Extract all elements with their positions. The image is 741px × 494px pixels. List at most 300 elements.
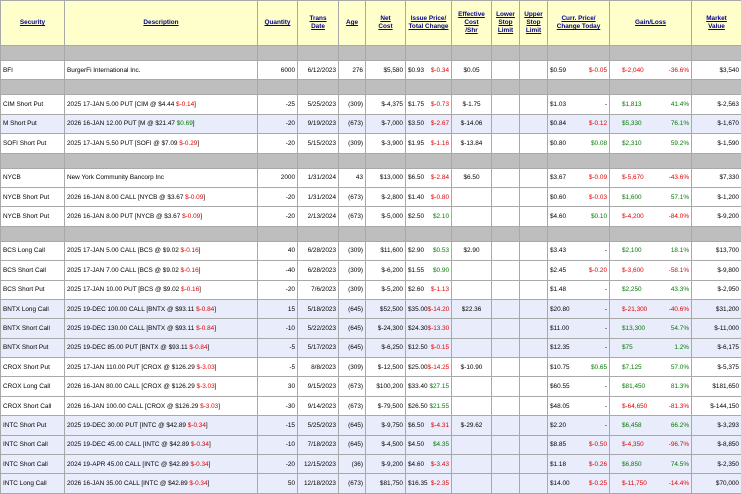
quantity-cell: 50 xyxy=(258,474,298,493)
total-change: $-0.80 xyxy=(431,194,449,201)
effective-cost-cell: $22.36 xyxy=(452,299,492,318)
upper-stop-cell[interactable] xyxy=(520,168,548,187)
table-row[interactable] xyxy=(1,299,741,318)
lower-stop-cell[interactable] xyxy=(492,435,520,454)
change-today: $0.10 xyxy=(591,213,607,220)
trans-date-cell: 5/17/2023 xyxy=(298,338,339,357)
gain-loss-amount: $-2,040 xyxy=(622,67,644,74)
lower-stop-cell[interactable] xyxy=(492,168,520,187)
gain-loss-amount: $81,450 xyxy=(622,383,645,390)
description-end: ] xyxy=(209,461,211,468)
table-row[interactable] xyxy=(1,338,741,357)
gain-loss-cell xyxy=(610,207,692,226)
table-row[interactable] xyxy=(1,114,741,133)
curr-price-cell xyxy=(548,114,610,133)
quantity-cell: -40 xyxy=(258,261,298,280)
col-issue-price[interactable]: Issue Price/ Total Change xyxy=(406,1,452,46)
separator-cell xyxy=(366,226,406,241)
curr-price: $4.60 xyxy=(550,213,566,220)
underlying-change: $-3.03 xyxy=(200,403,218,410)
separator-cell xyxy=(492,153,520,168)
gain-loss-amount: $-11,750 xyxy=(622,480,647,487)
upper-stop-cell[interactable] xyxy=(520,114,548,133)
security-cell: NYCB Short Put xyxy=(1,187,65,206)
table-row[interactable] xyxy=(1,474,741,493)
security-cell: BCS Long Call xyxy=(1,241,65,260)
issue-price-cell xyxy=(406,319,452,338)
table-row[interactable] xyxy=(1,319,741,338)
upper-stop-cell[interactable] xyxy=(520,207,548,226)
table-row[interactable] xyxy=(1,396,741,415)
gain-loss-amount: $6,458 xyxy=(622,422,642,429)
description-text: New York Community Bancorp Inc xyxy=(67,174,164,181)
description-cell xyxy=(65,299,258,318)
description-end: ] xyxy=(199,286,201,293)
upper-stop-cell[interactable] xyxy=(520,435,548,454)
gain-loss-percent: -40.6% xyxy=(669,306,689,313)
table-row[interactable] xyxy=(1,207,741,226)
security-cell: CROX Long Call xyxy=(1,377,65,396)
description-text: 2025 19-DEC 130.00 CALL [BNTX @ $93.11 xyxy=(67,325,196,332)
net-cost-cell: $-4,500 xyxy=(366,435,406,454)
upper-stop-cell[interactable] xyxy=(520,319,548,338)
lower-stop-cell[interactable] xyxy=(492,299,520,318)
curr-price-cell xyxy=(548,416,610,435)
effective-cost-cell xyxy=(452,455,492,474)
col-lower-stop[interactable]: Lower Stop Limit xyxy=(492,1,520,46)
upper-stop-cell[interactable] xyxy=(520,377,548,396)
separator-cell xyxy=(452,46,492,61)
description-text: 2025 17-JAN 10.00 PUT [BCS @ $9.02 xyxy=(67,286,181,293)
issue-price-cell xyxy=(406,207,452,226)
col-curr-price[interactable]: Curr. Price/ Change Today xyxy=(548,1,610,46)
col-security[interactable]: Security xyxy=(1,1,65,46)
description-end: ] xyxy=(206,422,208,429)
table-row[interactable] xyxy=(1,187,741,206)
curr-price: $1.48 xyxy=(550,286,566,293)
upper-stop-cell[interactable] xyxy=(520,134,548,153)
change-today: $-0.20 xyxy=(589,267,607,274)
separator-cell xyxy=(406,226,452,241)
header-row xyxy=(1,1,741,46)
separator-cell xyxy=(452,226,492,241)
col-age[interactable]: Age xyxy=(339,1,366,46)
separator-cell xyxy=(258,226,298,241)
separator-cell xyxy=(610,153,692,168)
security-cell: INTC Long Call xyxy=(1,474,65,493)
market-value-cell: $-6,175 xyxy=(692,338,741,357)
issue-price: $4.50 xyxy=(408,441,424,448)
gain-loss-cell xyxy=(610,416,692,435)
underlying-change: $-0.16 xyxy=(181,286,199,293)
issue-price-cell xyxy=(406,474,452,493)
net-cost-cell: $-4,375 xyxy=(366,95,406,114)
issue-price: $2.50 xyxy=(408,213,424,220)
net-cost-cell: $-12,500 xyxy=(366,358,406,377)
table-row[interactable] xyxy=(1,280,741,299)
net-cost-cell: $-79,500 xyxy=(366,396,406,415)
issue-price-cell xyxy=(406,358,452,377)
underlying-change: $-0.09 xyxy=(182,213,200,220)
curr-price: $1.18 xyxy=(550,461,566,468)
age-cell: (36) xyxy=(339,455,366,474)
effective-cost-cell xyxy=(452,474,492,493)
description-text: 2025 17-JAN 7.00 CALL [BCS @ $9.02 xyxy=(67,267,181,274)
underlying-change: $-3.03 xyxy=(197,383,215,390)
description-text: 2025 17-JAN 5.00 PUT [CIM @ $4.44 xyxy=(67,101,176,108)
trans-date-cell: 2/13/2024 xyxy=(298,207,339,226)
upper-stop-cell[interactable] xyxy=(520,396,548,415)
effective-cost-cell: $-14.06 xyxy=(452,114,492,133)
gain-loss-percent: 1.2% xyxy=(674,344,689,351)
description-text: 2026 16-JAN 80.00 CALL [CROX @ $126.29 xyxy=(67,383,197,390)
underlying-change: $-0.84 xyxy=(189,344,207,351)
separator-cell xyxy=(1,226,65,241)
separator-cell xyxy=(492,226,520,241)
separator-cell xyxy=(298,46,339,61)
table-row[interactable] xyxy=(1,435,741,454)
trans-date-cell: 1/31/2024 xyxy=(298,187,339,206)
separator-cell xyxy=(548,80,610,95)
gain-loss-percent: 76.1% xyxy=(671,120,689,127)
lower-stop-cell[interactable] xyxy=(492,377,520,396)
issue-price-cell xyxy=(406,261,452,280)
change-today: - xyxy=(605,306,607,313)
total-change: $0.53 xyxy=(433,247,449,254)
table-row[interactable] xyxy=(1,358,741,377)
curr-price: $0.84 xyxy=(550,120,566,127)
separator-cell xyxy=(492,46,520,61)
curr-price-cell xyxy=(548,261,610,280)
curr-price: $3.43 xyxy=(550,247,566,254)
separator-cell xyxy=(610,226,692,241)
quantity-cell: -20 xyxy=(258,187,298,206)
security-cell: CROX Short Call xyxy=(1,396,65,415)
description-end: ] xyxy=(208,344,210,351)
table-row[interactable] xyxy=(1,134,741,153)
age-cell: (309) xyxy=(339,241,366,260)
total-change: $4.35 xyxy=(433,441,449,448)
issue-price-cell xyxy=(406,134,452,153)
description-cell xyxy=(65,377,258,396)
quantity-cell: -5 xyxy=(258,358,298,377)
separator-cell xyxy=(610,80,692,95)
issue-price: $1.75 xyxy=(408,101,424,108)
issue-price: $2.90 xyxy=(408,247,424,254)
col-upper-stop[interactable]: Upper Stop Limit xyxy=(520,1,548,46)
change-today: $-0.05 xyxy=(589,67,607,74)
age-cell: (673) xyxy=(339,207,366,226)
lower-stop-cell[interactable] xyxy=(492,416,520,435)
effective-cost-cell: $6.50 xyxy=(452,168,492,187)
description-text: 2025 19-DEC 30.00 PUT [INTC @ $42.89 xyxy=(67,422,188,429)
separator-cell xyxy=(520,80,548,95)
lower-stop-cell[interactable] xyxy=(492,261,520,280)
col-trans-date[interactable]: Trans Date xyxy=(298,1,339,46)
security-cell: NYCB Short Put xyxy=(1,207,65,226)
total-change: $-2.84 xyxy=(431,174,449,181)
gain-loss-percent: -96.7% xyxy=(669,441,689,448)
col-description[interactable]: Description xyxy=(65,1,258,46)
quantity-cell: -5 xyxy=(258,338,298,357)
separator-row xyxy=(1,153,741,168)
age-cell: (673) xyxy=(339,114,366,133)
gain-loss-percent: -43.6% xyxy=(669,174,689,181)
gain-loss-amount: $5,330 xyxy=(622,120,642,127)
age-cell: 276 xyxy=(339,61,366,80)
lower-stop-cell[interactable] xyxy=(492,241,520,260)
change-today: $-0.12 xyxy=(589,120,607,127)
gain-loss-cell xyxy=(610,396,692,415)
gain-loss-percent: 43.3% xyxy=(671,286,689,293)
gain-loss-percent: 18.1% xyxy=(671,247,689,254)
trans-date-cell: 7/18/2023 xyxy=(298,435,339,454)
lower-stop-cell[interactable] xyxy=(492,280,520,299)
underlying-change: $-0.34 xyxy=(190,461,208,468)
net-cost-cell: $-5,200 xyxy=(366,280,406,299)
issue-price-cell xyxy=(406,455,452,474)
change-today: $-0.26 xyxy=(589,461,607,468)
trans-date-cell: 8/8/2023 xyxy=(298,358,339,377)
lower-stop-cell[interactable] xyxy=(492,187,520,206)
gain-loss-cell xyxy=(610,299,692,318)
lower-stop-cell[interactable] xyxy=(492,396,520,415)
change-today: $-0.03 xyxy=(589,194,607,201)
upper-stop-cell[interactable] xyxy=(520,261,548,280)
total-change: $-2.67 xyxy=(431,120,449,127)
change-today: - xyxy=(605,325,607,332)
upper-stop-cell[interactable] xyxy=(520,95,548,114)
age-cell: 43 xyxy=(339,168,366,187)
curr-price-cell xyxy=(548,358,610,377)
curr-price-cell xyxy=(548,280,610,299)
effective-cost-cell xyxy=(452,435,492,454)
separator-row xyxy=(1,226,741,241)
table-row[interactable] xyxy=(1,241,741,260)
separator-cell xyxy=(452,80,492,95)
issue-price-cell xyxy=(406,280,452,299)
separator-cell xyxy=(366,46,406,61)
market-value-cell: $-1,590 xyxy=(692,134,741,153)
description-end: ] xyxy=(199,247,201,254)
security-cell: M Short Put xyxy=(1,114,65,133)
net-cost-cell: $11,600 xyxy=(366,241,406,260)
underlying-change: $0.69 xyxy=(177,120,193,127)
market-value-cell: $-9,800 xyxy=(692,261,741,280)
market-value-cell: $70,000 xyxy=(692,474,741,493)
lower-stop-cell[interactable] xyxy=(492,114,520,133)
description-cell xyxy=(65,61,258,80)
effective-cost-cell: $-13.84 xyxy=(452,134,492,153)
separator-cell xyxy=(692,226,741,241)
issue-price-cell xyxy=(406,396,452,415)
underlying-change: $-3.03 xyxy=(197,364,215,371)
lower-stop-cell[interactable] xyxy=(492,338,520,357)
net-cost-cell: $-7,000 xyxy=(366,114,406,133)
description-end: ] xyxy=(209,441,211,448)
separator-cell xyxy=(520,46,548,61)
market-value-cell: $-2,350 xyxy=(692,455,741,474)
effective-cost-cell: $-1.75 xyxy=(452,95,492,114)
gain-loss-cell xyxy=(610,61,692,80)
quantity-cell: 15 xyxy=(258,299,298,318)
total-change: $-0.34 xyxy=(431,67,449,74)
effective-cost-cell: $2.90 xyxy=(452,241,492,260)
trans-date-cell: 9/19/2023 xyxy=(298,114,339,133)
gain-loss-cell xyxy=(610,95,692,114)
issue-price-cell xyxy=(406,95,452,114)
lower-stop-cell[interactable] xyxy=(492,207,520,226)
upper-stop-cell[interactable] xyxy=(520,280,548,299)
col-quantity[interactable]: Quantity xyxy=(258,1,298,46)
separator-cell xyxy=(406,46,452,61)
upper-stop-cell[interactable] xyxy=(520,187,548,206)
security-cell: INTC Short Call xyxy=(1,455,65,474)
gain-loss-cell xyxy=(610,114,692,133)
curr-price: $0.59 xyxy=(550,67,566,74)
market-value-cell: $-11,000 xyxy=(692,319,741,338)
gain-loss-amount: $2,250 xyxy=(622,286,642,293)
gain-loss-percent: 54.7% xyxy=(671,325,689,332)
quantity-cell: -20 xyxy=(258,280,298,299)
issue-price-cell xyxy=(406,377,452,396)
quantity-cell: -15 xyxy=(258,416,298,435)
upper-stop-cell[interactable] xyxy=(520,474,548,493)
effective-cost-cell xyxy=(452,377,492,396)
lower-stop-cell[interactable] xyxy=(492,455,520,474)
lower-stop-cell[interactable] xyxy=(492,358,520,377)
issue-price-cell xyxy=(406,61,452,80)
table-row[interactable] xyxy=(1,377,741,396)
lower-stop-cell[interactable] xyxy=(492,61,520,80)
underlying-change: $-0.34 xyxy=(191,441,209,448)
gain-loss-percent: 66.2% xyxy=(671,422,689,429)
table-row[interactable] xyxy=(1,416,741,435)
age-cell: (673) xyxy=(339,377,366,396)
upper-stop-cell[interactable] xyxy=(520,358,548,377)
underlying-change: $-0.34 xyxy=(189,480,207,487)
description-cell xyxy=(65,358,258,377)
description-cell xyxy=(65,474,258,493)
description-text: 2025 19-DEC 45.00 CALL [INTC @ $42.89 xyxy=(67,441,191,448)
lower-stop-cell[interactable] xyxy=(492,134,520,153)
total-change: $-1.16 xyxy=(431,140,449,147)
change-today: - xyxy=(605,344,607,351)
effective-cost-cell xyxy=(452,338,492,357)
underlying-change: $-0.09 xyxy=(185,194,203,201)
col-effective-cost[interactable]: Effective Cost /Shr xyxy=(452,1,492,46)
gain-loss-amount: $-21,300 xyxy=(622,306,647,313)
upper-stop-cell[interactable] xyxy=(520,241,548,260)
separator-cell xyxy=(339,153,366,168)
table-row[interactable] xyxy=(1,261,741,280)
total-change: $-2.35 xyxy=(431,480,449,487)
table-row[interactable] xyxy=(1,168,741,187)
description-end: ] xyxy=(200,213,202,220)
gain-loss-cell xyxy=(610,319,692,338)
market-value-cell: $-9,200 xyxy=(692,207,741,226)
gain-loss-cell xyxy=(610,241,692,260)
separator-cell xyxy=(452,153,492,168)
table-row[interactable] xyxy=(1,95,741,114)
curr-price: $8.85 xyxy=(550,441,566,448)
security-cell: NYCB xyxy=(1,168,65,187)
quantity-cell: -10 xyxy=(258,319,298,338)
description-text: 2025 17-JAN 110.00 PUT [CROX @ $126.29 xyxy=(67,364,197,371)
gain-loss-percent: 81.3% xyxy=(671,383,689,390)
underlying-change: $-0.16 xyxy=(181,267,199,274)
quantity-cell: -30 xyxy=(258,396,298,415)
description-cell xyxy=(65,319,258,338)
separator-cell xyxy=(258,46,298,61)
separator-cell xyxy=(548,226,610,241)
table-row[interactable] xyxy=(1,61,741,80)
description-cell xyxy=(65,207,258,226)
curr-price: $48.05 xyxy=(550,403,570,410)
col-net-cost[interactable]: Net Cost xyxy=(366,1,406,46)
separator-cell xyxy=(692,80,741,95)
gain-loss-cell xyxy=(610,455,692,474)
lower-stop-cell[interactable] xyxy=(492,474,520,493)
age-cell: (309) xyxy=(339,358,366,377)
description-end: ] xyxy=(203,194,205,201)
upper-stop-cell[interactable] xyxy=(520,299,548,318)
effective-cost-cell: $0.05 xyxy=(452,61,492,80)
effective-cost-cell xyxy=(452,261,492,280)
separator-cell xyxy=(339,80,366,95)
issue-price: $33.40 xyxy=(408,383,428,390)
lower-stop-cell[interactable] xyxy=(492,95,520,114)
age-cell: (673) xyxy=(339,187,366,206)
col-gain-loss[interactable]: Gain/Loss xyxy=(610,1,692,46)
col-market-value[interactable]: Market Value xyxy=(692,1,741,46)
effective-cost-cell xyxy=(452,187,492,206)
trans-date-cell: 5/18/2023 xyxy=(298,299,339,318)
total-change: $-3.43 xyxy=(431,461,449,468)
net-cost-cell: $-9,750 xyxy=(366,416,406,435)
upper-stop-cell[interactable] xyxy=(520,338,548,357)
age-cell: (645) xyxy=(339,416,366,435)
curr-price-cell xyxy=(548,299,610,318)
net-cost-cell: $-3,900 xyxy=(366,134,406,153)
quantity-cell: 2000 xyxy=(258,168,298,187)
upper-stop-cell[interactable] xyxy=(520,61,548,80)
separator-cell xyxy=(406,153,452,168)
upper-stop-cell[interactable] xyxy=(520,416,548,435)
gain-loss-percent: -14.4% xyxy=(669,480,689,487)
change-today: $0.08 xyxy=(591,140,607,147)
description-cell xyxy=(65,455,258,474)
age-cell: (309) xyxy=(339,280,366,299)
gain-loss-cell xyxy=(610,261,692,280)
issue-price: $35.00 xyxy=(408,306,428,313)
age-cell: (309) xyxy=(339,261,366,280)
net-cost-cell: $-24,300 xyxy=(366,319,406,338)
lower-stop-cell[interactable] xyxy=(492,319,520,338)
quantity-cell: -20 xyxy=(258,455,298,474)
table-row[interactable] xyxy=(1,455,741,474)
curr-price: $2.20 xyxy=(550,422,566,429)
description-cell xyxy=(65,134,258,153)
total-change: $27.15 xyxy=(429,383,449,390)
trans-date-cell: 5/25/2023 xyxy=(298,95,339,114)
net-cost-cell: $13,000 xyxy=(366,168,406,187)
curr-price-cell xyxy=(548,474,610,493)
separator-row xyxy=(1,80,741,95)
upper-stop-cell[interactable] xyxy=(520,455,548,474)
curr-price-cell xyxy=(548,187,610,206)
gain-loss-cell xyxy=(610,338,692,357)
